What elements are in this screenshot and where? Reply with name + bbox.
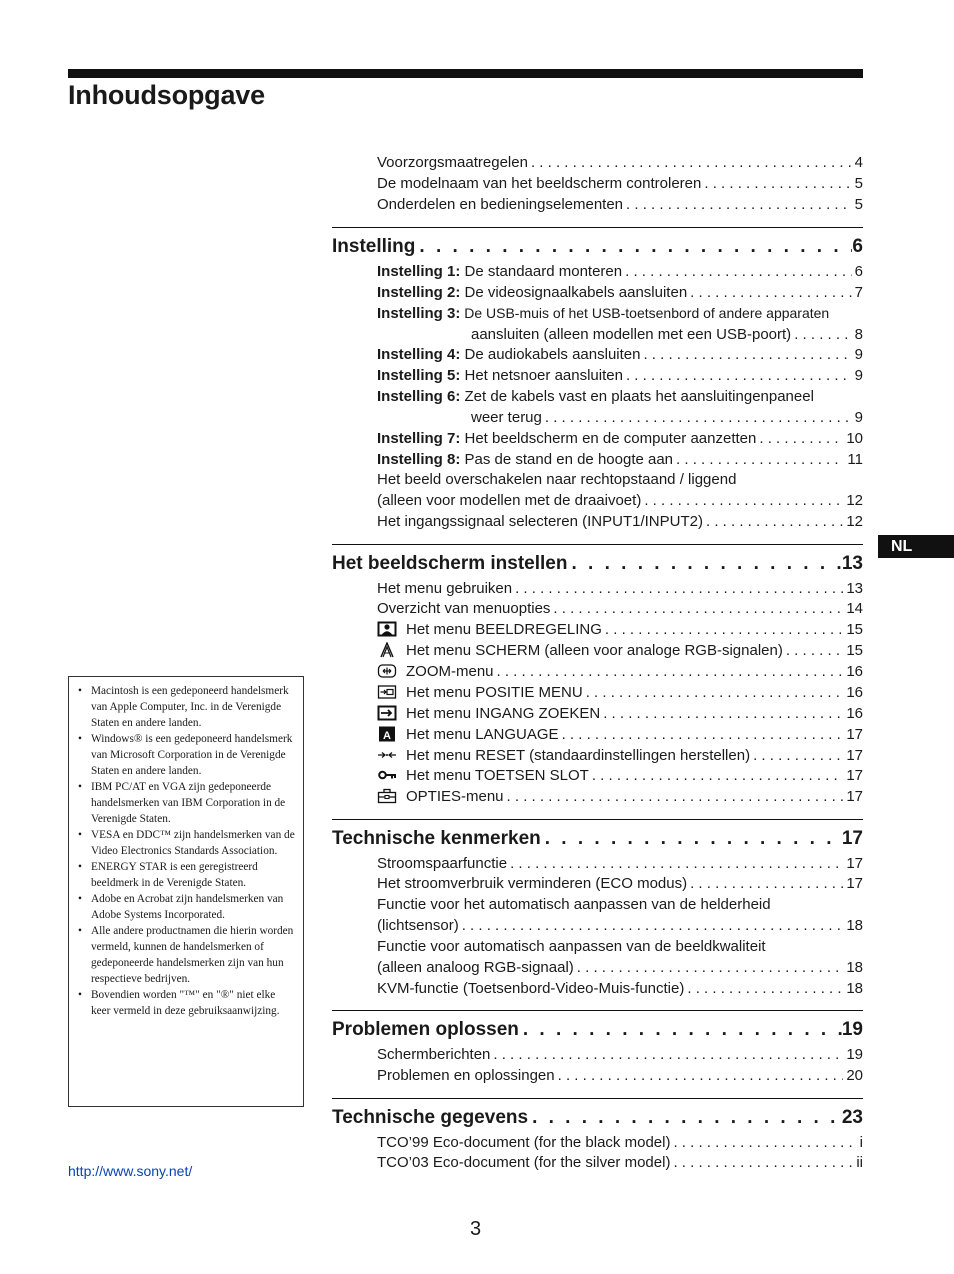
input-sensing-icon (377, 705, 397, 721)
toc-entry[interactable]: Instelling 5: Het netsnoer aansluiten . . . 9 (377, 367, 863, 388)
language-tab: NL (878, 535, 954, 558)
toc-entry[interactable]: Problemen en oplossingen . . . 20 (377, 1067, 863, 1088)
toc-entry[interactable]: Het menu BEELDREGELING . . . 15 (377, 621, 863, 642)
page-title: Inhoudsopgave (68, 80, 265, 110)
toc-entry[interactable]: Het menu RESET (standaardinstellingen herstellen) . . . 17 (377, 747, 863, 768)
toc-entry[interactable]: Overzicht van menuopties . . . 14 (377, 600, 863, 621)
toc-entry[interactable]: Instelling 6: Zet de kabels vast en plaats het aansluitingenpaneel (377, 388, 814, 405)
toc-entry[interactable]: Het menu TOETSEN SLOT . . . 17 (377, 767, 863, 788)
toc-entry-continuation[interactable]: (alleen voor modellen met de draaivoet) . . . 12 (377, 492, 863, 513)
toc-entry-continuation[interactable]: (alleen analoog RGB-signaal) . . . 18 (377, 959, 863, 980)
trademark-note: • Alle andere productnamen die hierin worden vermeld, kunnen de handelsmerken of gedeponeerde handelsmerken zijn van hun respectieve bedrijven. (77, 923, 295, 987)
toc-entry[interactable]: TCO’03 Eco-document (for the silver model) . . . ii (377, 1154, 863, 1175)
toc-entry[interactable]: Instelling 4: De audiokabels aansluiten . . . 9 (377, 346, 863, 367)
toc-section-heading[interactable]: Instelling . . . 6 (332, 227, 863, 258)
toc-entry[interactable]: ZOOM-menu . . . 16 (377, 663, 863, 684)
page-number: 3 (470, 1218, 482, 1240)
toc-entry[interactable]: Instelling 2: De videosignaalkabels aansluiten . . . 7 (377, 284, 863, 305)
toc-entry-continuation[interactable]: weer terug . . . 9 (471, 409, 863, 430)
toc-entry[interactable]: Instelling 7: Het beeldscherm en de computer aanzetten . . . 10 (377, 430, 863, 451)
toc-section-heading[interactable]: Technische kenmerken . . . 17 (332, 819, 863, 850)
trademark-note: • Adobe en Acrobat zijn handelsmerken van Adobe Systems Incorporated. (77, 891, 295, 923)
trademark-note: • Windows® is een gedeponeerd handelsmerk van Microsoft Corporation in de Verenigde Staten en andere landen. (77, 731, 295, 779)
picture-adjust-icon (377, 621, 397, 637)
toc-entry[interactable]: Het menu SCHERM (alleen voor analoge RGB-signalen) . . . 15 (377, 642, 863, 663)
toc-entry[interactable]: Instelling 3: De USB-muis of het USB-toetsenbord of andere apparaten (377, 305, 830, 322)
trademark-notes-box (68, 676, 304, 1107)
toc-section-heading[interactable]: Problemen oplossen . . . 19 (332, 1010, 863, 1041)
screen-icon (377, 642, 397, 658)
toc-entry[interactable]: Functie voor het automatisch aanpassen van de helderheid (377, 896, 771, 913)
toc-entry[interactable]: Het stroomverbruik verminderen (ECO modus) . . . 17 (377, 875, 863, 896)
toc-entry[interactable]: Het menu gebruiken . . . 13 (377, 580, 863, 601)
language-icon (377, 726, 397, 742)
toc-entry[interactable]: Het menu INGANG ZOEKEN . . . 16 (377, 705, 863, 726)
toc-entry[interactable]: Het menu POSITIE MENU . . . 16 (377, 684, 863, 705)
toc-entry[interactable]: Instelling 1: De standaard monteren . . . 6 (377, 263, 863, 284)
title-rule (68, 69, 863, 78)
toc-entry[interactable]: Functie voor automatisch aanpassen van de beeldkwaliteit (377, 938, 766, 955)
toc-entry[interactable]: Onderdelen en bedieningselementen . . . 5 (377, 196, 863, 217)
trademark-note: • VESA en DDC™ zijn handelsmerken van de Video Electronics Standards Association. (77, 827, 295, 859)
svg-text:A: A (383, 730, 391, 742)
toc-entry[interactable]: Voorzorgsmaatregelen . . . 4 (377, 154, 863, 175)
toc-entry[interactable]: De modelnaam van het beeldscherm controleren . . . 5 (377, 175, 863, 196)
toc-entry[interactable]: Schermberichten . . . 19 (377, 1046, 863, 1067)
toc-entry-continuation[interactable]: (lichtsensor) . . . 18 (377, 917, 863, 938)
trademark-note: • IBM PC/AT en VGA zijn gedeponeerde handelsmerken van IBM Corporation in de Verenigde Staten. (77, 779, 295, 827)
sony-url-link[interactable]: http://www.sony.net/ (68, 1163, 193, 1179)
options-icon (377, 788, 397, 804)
toc-entry[interactable]: Stroomspaarfunctie . . . 17 (377, 855, 863, 876)
toc-entry-continuation[interactable]: aansluiten (alleen modellen met een USB-poort) . . . 8 (471, 326, 863, 347)
toc-entry[interactable]: Instelling 8: Pas de stand en de hoogte aan . . . 11 (377, 451, 863, 472)
toc-section-heading[interactable]: Het beeldscherm instellen . . . 13 (332, 544, 863, 575)
toc-entry[interactable]: Het beeld overschakelen naar rechtopstaand / liggend (377, 471, 737, 488)
toc-entry[interactable]: Het ingangssignaal selecteren (INPUT1/INPUT2) . . . 12 (377, 513, 863, 534)
toc-entry[interactable]: KVM-functie (Toetsenbord-Video-Muis-functie) . . . 18 (377, 980, 863, 1001)
toc-entry[interactable]: A Het menu LANGUAGE . . . 17 (377, 726, 863, 747)
toc-entry[interactable]: OPTIES-menu . . . 17 (377, 788, 863, 809)
trademark-note: • ENERGY STAR is een geregistreerd beeldmerk in de Verenigde Staten. (77, 859, 295, 891)
trademark-note: • Macintosh is een gedeponeerd handelsmerk van Apple Computer, Inc. in de Verenigde Staten en andere landen. (77, 683, 295, 731)
key-icon (377, 767, 397, 783)
trademark-note: • Bovendien worden "™" en "®" niet elke keer vermeld in deze gebruiksaanwijzing. (77, 987, 295, 1019)
reset-icon (377, 747, 397, 763)
zoom-icon (377, 663, 397, 679)
toc-section-heading[interactable]: Technische gegevens . . . 23 (332, 1098, 863, 1129)
position-icon (377, 684, 397, 700)
toc-entry[interactable]: TCO’99 Eco-document (for the black model) . . . i (377, 1134, 863, 1155)
